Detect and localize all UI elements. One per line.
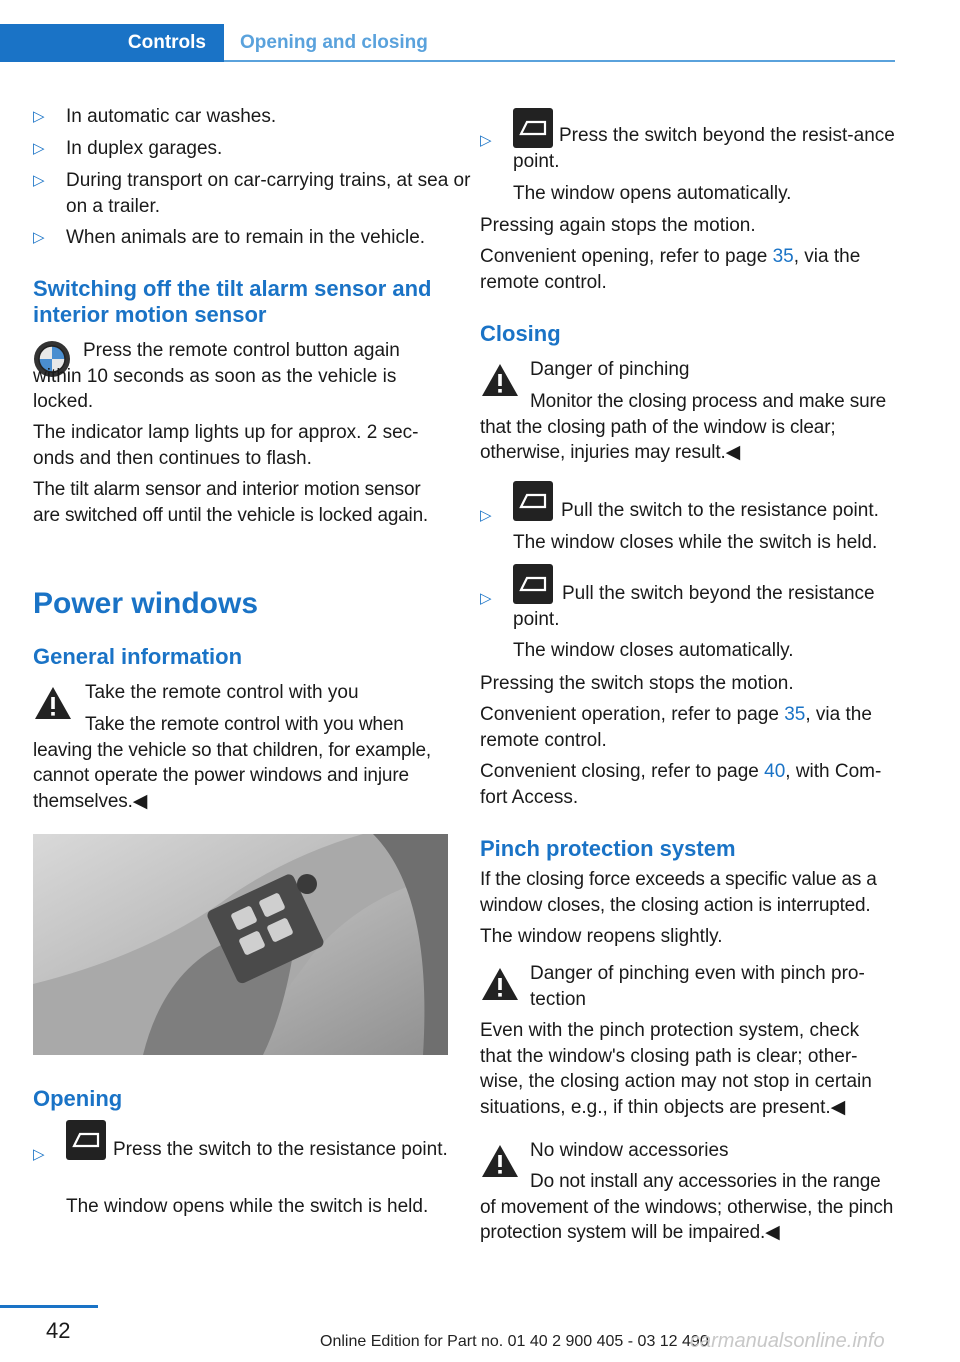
tilt-paragraph-1: Press the remote control button again within 10 seconds as soon as the vehicle is locked.: [33, 340, 400, 412]
window-switch-icon: [513, 481, 553, 521]
list-item: ▷ When animals are to remain in the vehicle.: [33, 225, 481, 251]
open-b2-sub: The window opens automatically.: [513, 183, 792, 204]
window-switch-icon: [66, 1120, 106, 1160]
list-item: ▷ During transport on car-carrying trains, at sea or on a trailer.: [33, 170, 471, 217]
open-b2-text: Press the switch beyond the resist‐ance point.: [513, 125, 895, 172]
header-tab-opening-closing[interactable]: Opening and closing: [240, 32, 428, 53]
page-link[interactable]: 35: [784, 704, 806, 725]
close-b2-sub: The window closes automatically.: [513, 640, 794, 661]
section-heading-pinch: Pinch protection system: [480, 836, 736, 861]
section-heading-general: General information: [33, 644, 243, 669]
list-item: ▷ In automatic car washes.: [33, 104, 481, 130]
page-link[interactable]: 35: [772, 246, 794, 267]
footer-rule: [0, 1305, 98, 1308]
warning-text-accessories: Do not install any accessories in the range of movement of the windows; otherwise, the pinch protection system will be impaired.◀: [480, 1171, 894, 1243]
pinch-paragraph-1: If the closing force exceeds a specific value as a window closes, the closing action is interrupted.: [480, 869, 877, 916]
watermark: carmanualsonline.info: [690, 1330, 885, 1352]
warning-title-pinch-protection: Danger of pinching even with pinch pro‐tection: [530, 963, 865, 1010]
section-heading-opening: Opening: [33, 1086, 123, 1111]
warning-title-remote: Take the remote control with you: [85, 682, 359, 703]
warning-text-pinching: Monitor the closing process and make sure that the closing path of the window is clear; otherwise, injuries may result.◀: [480, 391, 887, 463]
bullet-marker-icon: ▷: [33, 229, 45, 246]
close-b1-sub: The window closes while the switch is held.: [513, 532, 878, 553]
warning-text-pinch-protection: Even with the pinch protection system, check that the window's closing path is clear; other‐wise, the closing action may not stop in certain situations, e.g., if thin objects are present.◀: [480, 1020, 872, 1118]
warning-title-pinching: Danger of pinching: [530, 359, 690, 380]
bullet-marker-icon: ▷: [480, 132, 492, 149]
page-number: 42: [46, 1318, 71, 1343]
opening-b1-sub: The window opens while the switch is held.: [66, 1196, 429, 1217]
warning-icon: [480, 966, 520, 1002]
list-item-opening-1: ▷ Press the switch to the resistance point.: [33, 1120, 481, 1160]
section-heading-tilt: Switching off the tilt alarm sensor and interior motion sensor: [33, 276, 432, 327]
tilt-paragraph-2: The indicator lamp lights up for approx. 2 sec‐onds and then continues to flash.: [33, 422, 419, 469]
bullet-marker-icon: ▷: [480, 590, 492, 607]
bullet-marker-icon: ▷: [33, 108, 45, 125]
list-item-closing-1: ▷ Pull the switch to the resistance point.: [480, 481, 929, 521]
header-underline: [224, 60, 895, 62]
bullet-marker-icon: ▷: [33, 172, 45, 189]
warning-title-accessories: No window accessories: [530, 1140, 729, 1161]
door-panel-photo: [33, 834, 448, 1055]
footer-edition: Online Edition for Part no. 01 40 2 900 405 - 03 12 490: [320, 1333, 709, 1350]
section-heading-closing: Closing: [480, 321, 561, 346]
bullet-marker-icon: ▷: [33, 140, 45, 157]
header-tab-controls[interactable]: Controls: [127, 32, 206, 53]
page-link[interactable]: 40: [764, 761, 786, 782]
bullet-marker-icon: ▷: [33, 1146, 45, 1163]
chapter-title-power-windows: Power windows: [33, 587, 259, 620]
close-b2-text: Pull the switch beyond the resistance point.: [513, 583, 875, 630]
p-stop-2: Pressing the switch stops the motion.: [480, 673, 794, 694]
p-stop: Pressing again stops the motion.: [480, 215, 756, 236]
warning-text-remote: Take the remote control with you when leaving the vehicle so that children, for example, cannot operate the power windows and injure themselves.◀: [33, 714, 432, 812]
bullet-marker-icon: ▷: [480, 507, 492, 524]
pinch-paragraph-2: The window reopens slightly.: [480, 926, 723, 947]
p-conv-operation: Convenient operation, refer to page 35, via the remote control.: [480, 704, 872, 751]
tilt-paragraph-3: The tilt alarm sensor and interior motion sensor are switched off until the vehicle is locked again.: [33, 479, 429, 526]
list-item: ▷ In duplex garages.: [33, 136, 481, 162]
p-conv-open: Convenient opening, refer to page 35, via the remote control.: [480, 246, 861, 293]
p-conv-closing: Convenient closing, refer to page 40, with Com‐fort Access.: [480, 761, 882, 808]
